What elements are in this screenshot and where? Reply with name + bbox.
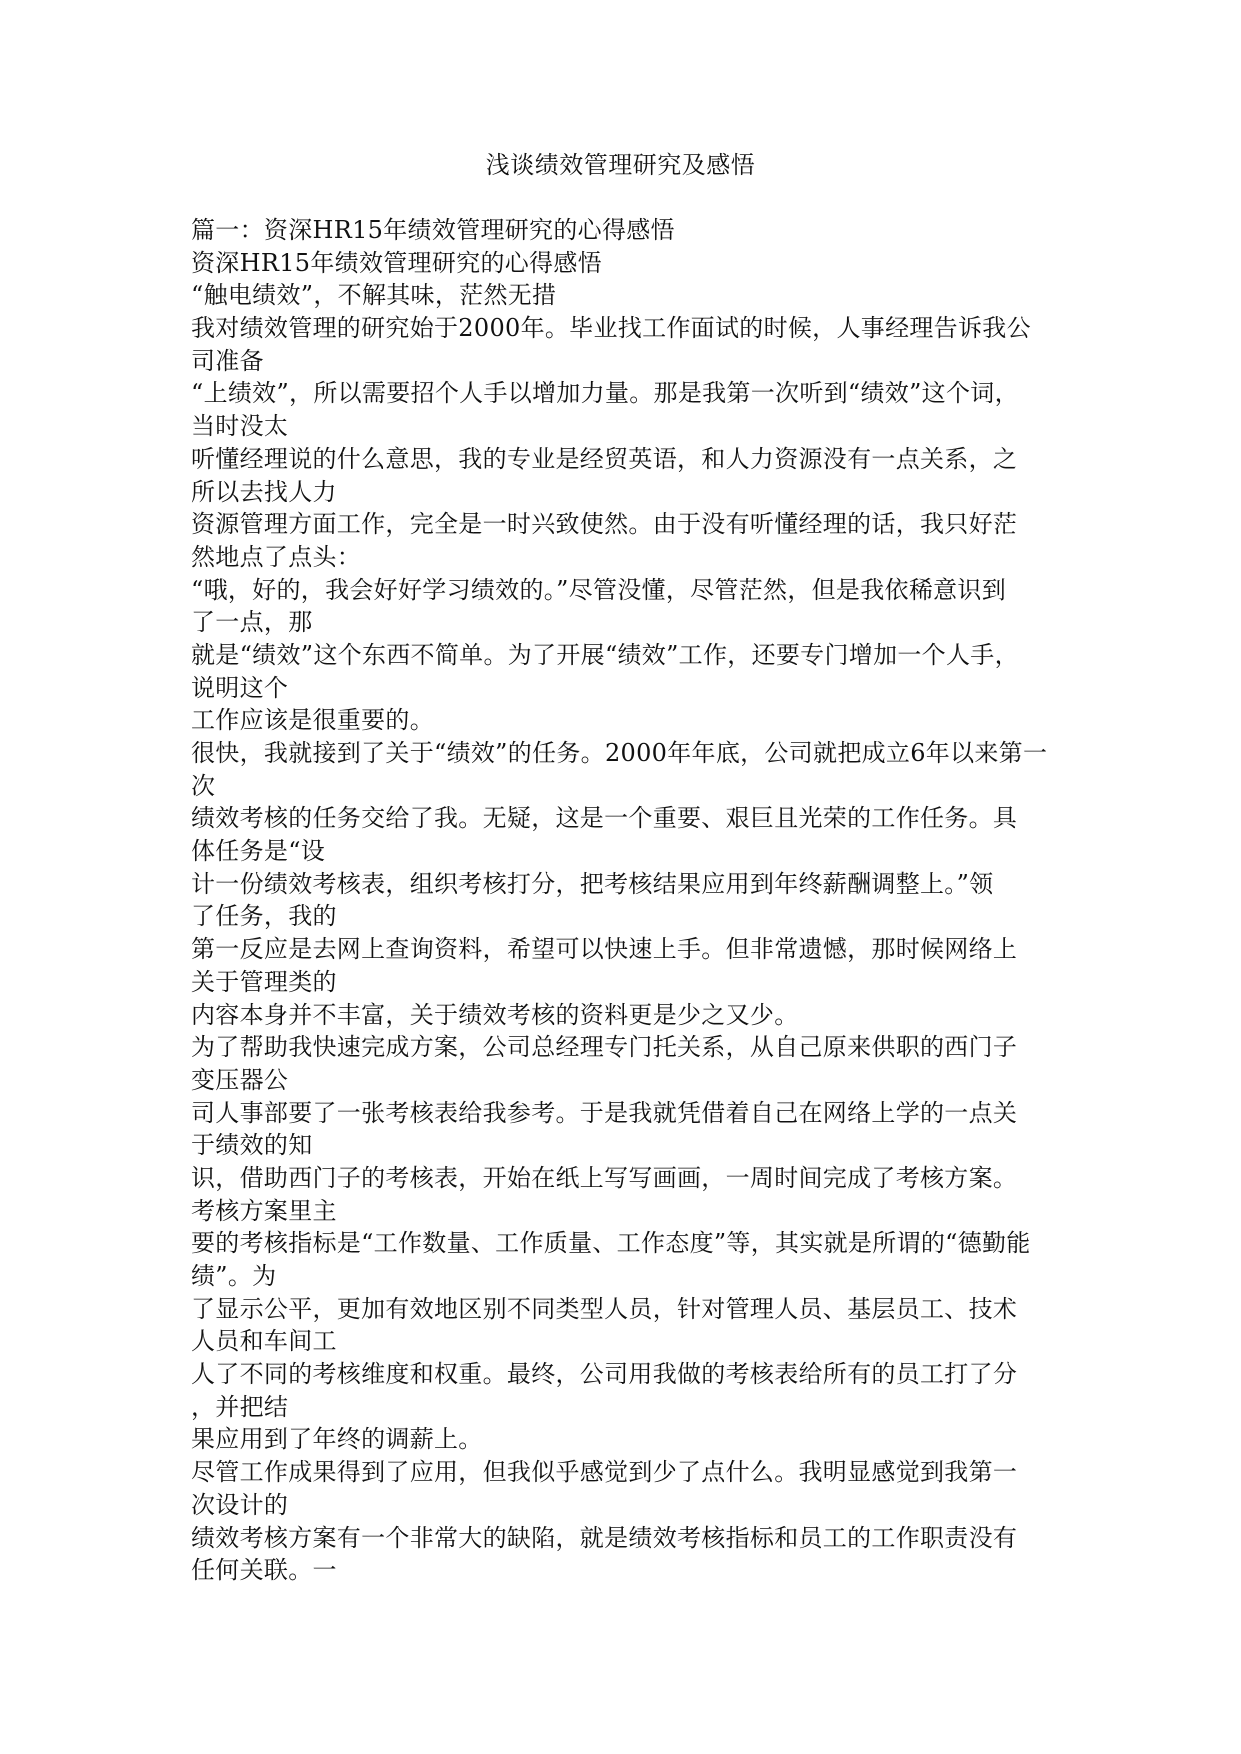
text-line: 绩”。为: [191, 1262, 277, 1290]
text-line: 考核方案里主: [191, 1196, 337, 1225]
text-line: 果应用到了年终的调薪上。: [191, 1425, 483, 1454]
text-line: 资源管理方面工作，完全是一时兴致使然。由于没有听懂经理的话，我只好茫: [191, 510, 1018, 539]
text-line: 司准备: [191, 346, 264, 375]
text-line: 绩效考核方案有一个非常大的缺陷，就是绩效考核指标和员工的工作职责没有: [191, 1523, 1018, 1552]
text-line: 第一反应是去网上查询资料，希望可以快速上手。但非常遗憾，那时候网络上: [191, 935, 1018, 964]
text-line: 尽管工作成果得到了应用，但我似乎感觉到少了点什么。我明显感觉到我第一: [191, 1458, 1018, 1487]
text-line: 内容本身并不丰富，关于绩效考核的资料更是少之又少。: [191, 1000, 799, 1029]
text-line: 体任务是“设: [191, 837, 326, 866]
text-line: 了显示公平，更加有效地区别不同类型人员，针对管理人员、基层员工、技术: [191, 1294, 1018, 1323]
text-line: 次设计的: [191, 1490, 289, 1519]
text-line: “哦，好的，我会好好学习绩效的。”尽管没懂，尽管茫然，但是我依稀意识到: [191, 575, 1007, 604]
document-body: [191, 214, 1051, 1587]
text-line: 说明这个: [191, 673, 289, 702]
text-line: 绩效考核的任务交给了我。无疑，这是一个重要、艰巨且光荣的工作任务。具: [191, 804, 1018, 833]
document-title: 浅谈绩效管理研究及感悟: [485, 151, 756, 179]
text-line: 了任务，我的: [191, 902, 337, 931]
text-line: 就是“绩效”这个东西不简单。为了开展“绩效”工作，还要专门增加一个人手，: [191, 640, 1019, 669]
text-line: 听懂经理说的什么意思，我的专业是经贸英语，和人力资源没有一点关系，之: [191, 444, 1018, 473]
text-line: 当时没太: [191, 412, 289, 441]
text-line: 篇一：资深HR15年绩效管理研究的心得感悟: [191, 216, 675, 244]
text-line: 了一点，那: [191, 608, 313, 637]
text-line: 我对绩效管理的研究始于2000年。毕业找工作面试的时候，人事经理告诉我公: [191, 314, 1031, 343]
text-line: 司人事部要了一张考核表给我参考。于是我就凭借着自己在网络上学的一点关: [191, 1098, 1018, 1127]
text-line: “上绩效”，所以需要招个人手以增加力量。那是我第一次听到“绩效”这个词，: [191, 379, 1019, 408]
text-line: “触电绩效”，不解其味，茫然无措: [191, 281, 557, 310]
text-line: 所以去找人力: [191, 477, 337, 506]
text-line: 人了不同的考核维度和权重。最终，公司用我做的考核表给所有的员工打了分: [191, 1360, 1018, 1389]
text-line: ，并把结: [191, 1392, 289, 1421]
text-line: 很快，我就接到了关于“绩效”的任务。2000年年底，公司就把成立6年以来第一: [191, 739, 1048, 767]
text-line: 任何关联。一: [191, 1556, 337, 1585]
text-line: 计一份绩效考核表，组织考核打分，把考核结果应用到年终薪酬调整上。”领: [191, 869, 994, 898]
text-line: 识，借助西门子的考核表，开始在纸上写写画画，一周时间完成了考核方案。: [191, 1163, 1018, 1192]
text-line: 于绩效的知: [191, 1131, 313, 1160]
text-line: 次: [191, 771, 216, 800]
text-line: 人员和车间工: [191, 1327, 337, 1356]
text-line: 要的考核指标是“工作数量、工作质量、工作态度”等，其实就是所谓的“德勤能: [191, 1229, 1031, 1258]
text-line: 资深HR15年绩效管理研究的心得感悟: [191, 248, 602, 277]
text-line: 工作应该是很重要的。: [191, 706, 434, 735]
text-line: 为了帮助我快速完成方案，公司总经理专门托关系，从自己原来供职的西门子: [191, 1033, 1018, 1062]
text-line: 关于管理类的: [191, 967, 337, 996]
text-line: 变压器公: [191, 1065, 289, 1094]
text-line: 然地点了点头：: [191, 542, 362, 571]
